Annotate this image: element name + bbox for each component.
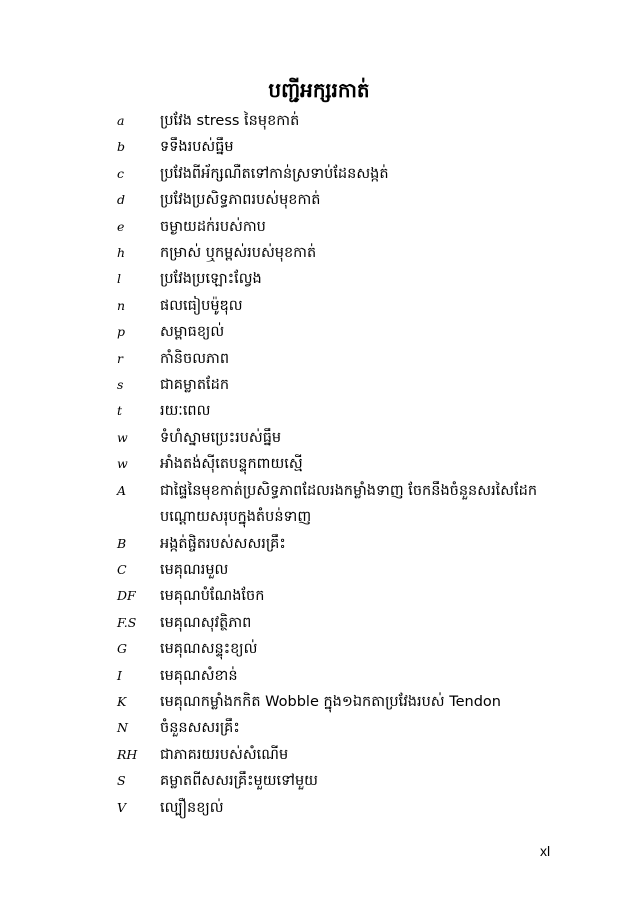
list-item	[117, 134, 587, 160]
list-item	[117, 266, 587, 292]
list-item	[117, 108, 587, 134]
definition: ជាភាគរយរបស់សំណើម	[160, 746, 289, 763]
symbol: C	[117, 561, 127, 577]
definition: មេគុណសុវត្ថិភាព	[160, 614, 252, 631]
symbol: w	[117, 456, 128, 472]
symbol: r	[117, 350, 123, 366]
definition: អាំងតង់ស៊ីតេបន្ទុកពាយស្មើ	[160, 456, 303, 473]
symbol: B	[117, 535, 127, 551]
symbol: a	[117, 113, 125, 128]
definition: ប្រវែងប្រឡោះល្វែង	[160, 271, 262, 288]
list-item	[117, 636, 587, 662]
abbreviation-list	[117, 108, 587, 821]
symbol: c	[117, 165, 125, 181]
list-item	[117, 161, 587, 187]
list-item	[117, 663, 587, 689]
definition: ប្រវែងពីអ័ក្សណឺតទៅកាន់ស្រទាប់ដែនសង្កត់	[160, 165, 389, 182]
symbol: I	[117, 667, 122, 683]
list-item	[117, 610, 587, 636]
list-item	[117, 715, 587, 741]
symbol: V	[117, 799, 127, 815]
definition: ចម្ងាយដក់របស់កាប	[160, 218, 266, 235]
list-item	[117, 372, 587, 398]
page-title: បញ្ជីអក្សរកាត់	[268, 78, 370, 102]
list-item	[117, 451, 587, 477]
definition: ទំហំស្នាមប្រេះរបស់ធ្នឹម	[160, 429, 282, 446]
definition: មេគុណរមួល	[160, 561, 229, 578]
definition: មេគុណសន្ទុះខ្យល់	[160, 641, 258, 658]
definition: ល្បឿនខ្យល់	[160, 799, 224, 816]
list-item	[117, 214, 587, 240]
symbol: A	[117, 482, 127, 498]
symbol: n	[117, 297, 126, 313]
list-item	[117, 478, 587, 531]
definition: អង្កត់ផ្ចិតរបស់សសរគ្រឹះ	[160, 535, 286, 552]
symbol: e	[117, 218, 125, 234]
definition: មេគុណបំណែងចែក	[160, 588, 265, 605]
definition: កម្រាស់ ឬកម្ពស់របស់មុខកាត់	[160, 245, 317, 262]
symbol: h	[117, 245, 126, 261]
definition: ជាគម្លាតដែក	[160, 377, 230, 394]
definition: ផលធៀបម៉ូឌុល	[160, 297, 243, 314]
definition: កាំនិចលភាព	[160, 350, 230, 367]
symbol: S	[117, 773, 126, 789]
symbol: DF	[117, 588, 136, 604]
list-item	[117, 557, 587, 583]
list-item	[117, 319, 587, 345]
definition: ប្រវែង stress នៃមុខកាត់	[160, 113, 300, 129]
symbol: G	[117, 641, 127, 657]
symbol: l	[117, 271, 121, 287]
symbol: K	[117, 693, 127, 709]
list-item	[117, 742, 587, 768]
symbol: t	[117, 403, 123, 419]
list-item	[117, 240, 587, 266]
list-item	[117, 531, 587, 557]
symbol: F.S	[117, 614, 137, 630]
definition: ទទឹងរបស់ធ្នឹម	[160, 139, 234, 156]
definition: ប្រវែងប្រសិទ្ធភាពរបស់មុខកាត់	[160, 192, 321, 209]
symbol: d	[117, 192, 126, 208]
definition: រយៈពេល	[160, 403, 211, 420]
definition: គម្លាតពីសសរគ្រឹះមួយទៅមួយ	[160, 773, 318, 790]
list-item	[117, 583, 587, 609]
symbol: N	[117, 720, 128, 736]
symbol: RH	[117, 746, 138, 762]
list-item	[117, 346, 587, 372]
definition: មេគុណកម្លាំងកកិត Wobble ក្នុង១ឯកតាប្រវែងរបស់ Tendon	[160, 693, 501, 710]
page-number: xl	[540, 843, 551, 859]
definition: ចំនួនសសរគ្រឹះ	[160, 720, 240, 737]
list-item	[117, 187, 587, 213]
definition: សម្ពាធខ្យល់	[160, 324, 225, 341]
list-item	[117, 689, 587, 715]
symbol: b	[117, 139, 126, 155]
symbol: p	[117, 324, 126, 340]
list-item	[117, 425, 587, 451]
definition: ជាផ្ទៃនៃមុខកាត់ប្រសិទ្ធភាពដែលរងកម្លាំងទាញ ចែកនឹងចំនួនសរសៃដែក បណ្ដោយសរុបក្នុងតំបន់ទាញ	[160, 482, 538, 526]
list-item	[117, 768, 587, 794]
list-item	[117, 293, 587, 319]
symbol: s	[117, 377, 124, 393]
list-item	[117, 795, 587, 821]
definition: មេគុណសំខាន់	[160, 667, 238, 684]
list-item	[117, 398, 587, 424]
symbol: w	[117, 429, 128, 445]
